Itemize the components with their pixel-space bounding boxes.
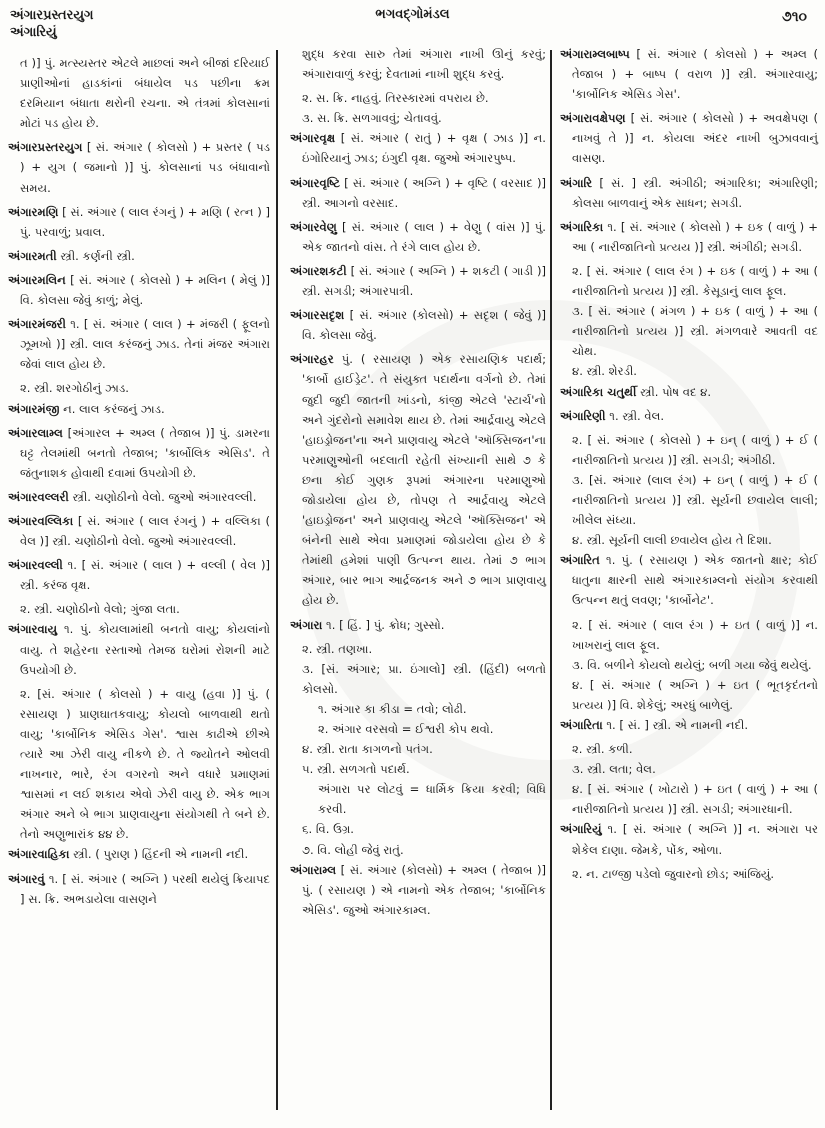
- dictionary-entry: [290, 860, 546, 920]
- sense: ૫. સ્ત્રી. સળગતો પદાર્થ.: [302, 762, 410, 777]
- sense: ૨. [ સં. અંગાર ( લાલ રંગ ) + ઇક ( વાળું ) + આ ( નારીજાતિનો પ્રત્યય )] સ્ત્રી. કેસૂડાનું લાલ ફૂલ.: [572, 263, 818, 299]
- dictionary-entry: [8, 399, 270, 419]
- dictionary-entry: [560, 44, 818, 104]
- headword: અંગારિત: [560, 553, 600, 568]
- sense: ૩. સ. ક્રિ. સળગાવવું; ચેતાવવું.: [302, 111, 442, 126]
- dictionary-entry: [8, 314, 270, 374]
- headword: અંગારમલિન: [8, 272, 66, 287]
- headword: અંગારામ્લ: [290, 862, 337, 877]
- definition: ૧. [ હિં. ] પું. ક્રોધ; ગુસ્સો.: [322, 617, 445, 632]
- headword: અંગારિયું: [560, 822, 602, 837]
- definition: સ્ત્રી. ( પુરાણ ) હિંદની એ નામની નદી.: [69, 847, 249, 862]
- definition: [ સં. અંગાર (કોલસો) + અમ્લ ( તેજાબ )] પું. ( રસાયણ ) એ નામનો એક તેજાબ; 'કાર્બોનિક એસિડ'. જુઓ અંગારકામ્લ.: [302, 862, 546, 917]
- headword: અંગારિકા ચતુર્થી: [560, 384, 637, 399]
- sense: ૨. સ્ત્રી. તણખા.: [302, 641, 373, 656]
- headword: અંગારમંજરી: [8, 317, 66, 332]
- headword: અંગારિણી: [560, 408, 606, 423]
- sense: ૨. અંગાર વરસવો = ઈશ્વરી કોપ થવો.: [318, 722, 494, 736]
- definition: [ સં. અંગાર ( લાલ રંગનું ) + મણિ ( રત્ન ) ] પું. પરવાળું; પ્રવાલ.: [20, 204, 270, 239]
- dictionary-entry: [8, 555, 270, 595]
- definition: ૧. [ સં. અંગાર ( લાલ ) + વલ્લી ( વેલ )] સ્ત્રી. કરંજ વૃક્ષ.: [20, 558, 270, 593]
- sense: ૬. વિ. ઉગ્ર.: [302, 822, 354, 837]
- dictionary-entry: [560, 406, 818, 426]
- book-title: ભગવદ્ગોમંડલ: [375, 7, 450, 22]
- headword: અંગારાવક્ષેપણ: [560, 111, 626, 126]
- column-2: [290, 44, 546, 1088]
- definition: ૧. પું. ( રસાયણ ) એક જાતનો ક્ષાર; કોઈ ધાતુના ક્ષારની સાથે અંગારકામ્લનો સંયોગ કરવાથી ઉત્પન્ન થતું લવણ; 'કાર્બોનેટ'.: [572, 553, 818, 608]
- definition: પું. ( રસાયણ ) એક રસાયણિક પદાર્થ; 'કાર્બો હાઈડ્રેટ'. તે સંયુક્ત પદાર્થના વર્ગનો છે. તેમાં જુદી જુદી જાતની ખાંડનો, કાંજી એટલે 'સ્ટાર્ચ'નો અને ગુંદરોનો સમાવેશ થાય છે. તેમાં આર્દ્રવાયુ એટલે 'હાઇડ્રોજન'ના અને પ્રાણવાયુ એટલે 'ઑક્સિજન'ના પરમાણુઓની બદલાતી રહેતી સંખ્યાની સાથે ૭ કે છના કોઈ ગુણક રૂપમાં અંગારના પરમાણુઓ જોડાયેલા હોય છે, તોપણ તે આર્દ્રવાયુ એટલે 'હાઇડ્રોજન' અને પ્રાણવાયુ એટલે 'ઑક્સિજન' એ બંનેની સાથે એવા પ્રમાણમાં જોડાયેલા હોય છે કે તેમાંથી હમેશાં પાણી ઉત્પન્ન થાય. તેમાં ૭ ભાગ અંગાર, બાર ભાગ આર્દ્રજનક અને ૭ ભાગ પ્રાણવાયુ હોય છે.: [302, 352, 546, 608]
- sense: ૪. [ સં. અંગાર ( અગ્નિ ) + ઇત ( ભૂતકૃદંતનો પ્રત્યય )] વિ. શેકેલું; અરધું બાળેલું.: [572, 677, 818, 712]
- definition: [ સં. ] સ્ત્રી. અંગીઠી; અંગારિકા; અંગારિણી; કોલસા બાળવાનું એક સાધન; સગડી.: [572, 175, 818, 210]
- headword: અંગારમંજી: [8, 401, 60, 416]
- sense: ૨. [સં. અંગાર ( કોલસો ) + વાયુ (હવા )] પું. ( રસાયણ ) પ્રાણઘાતકવાયુ; કોયલો બાળવાથી થતો વાયુ; 'કાર્બોનિક એસિડ ગેસ'. શ્વાસ કાઢીએ છીએ ત્યારે આ ઝેરી વાયુ નીકળે છે. તે જ્યોતને ઓલવી નાખનાર, ભારે, રંગ વગરનો અને વધારે પ્રમાણમાં શ્વાસમાં ન લઈ શકાય એવો ઝેરી વાયુ છે. એક ભાગ અંગાર અને બે ભાગ પ્રાણવાયુના સંયોગથી તે બને છે. તેનો અણુભારાંક ૪૪ છે.: [20, 686, 270, 842]
- dictionary-entry: [560, 108, 818, 168]
- definition: ૧. [ સં. ] સ્ત્રી. એ નામની નદી.: [602, 718, 749, 732]
- headword: અંગારશકટી: [290, 263, 347, 278]
- dictionary-entry: [290, 128, 546, 168]
- sense: ૪. સ્ત્રી. શેરડી.: [572, 364, 637, 379]
- definition: [ સં. અંગાર ( કોલસો ) + મલિન ( મેલું )] વિ. કોલસા જેવું કાળું; મેલું.: [20, 272, 270, 308]
- dictionary-entry: [560, 819, 818, 859]
- dictionary-entry: [8, 844, 270, 864]
- sense: ૩. વિ. બળીને કોયલો થયેલું; બળી ગયા જેવું થયેલું.: [572, 657, 812, 672]
- definition: ૧. [ સં. અંગાર ( અગ્નિ ) પરથી થયેલું ક્રિયાપદ ] સ. ક્રિ. અભડાયેલા વાસણને: [20, 871, 270, 906]
- definition: [ સં. અંગાર ( કોલસો ) + પ્રસ્તર ( પડ ) + યુગ ( જમાનો )] પું. કોલસાનાં પડ બંધાવાનો સમય.: [20, 140, 270, 195]
- sense: ૩. સ્ત્રી. લતા; વેલ.: [572, 762, 656, 777]
- sense: ૨. ન. ટાળ્જી પડેલો જુવારનો છોડ; આંજિયું.: [572, 866, 775, 881]
- headword: અંગારલામ્લ: [8, 425, 63, 440]
- definition: [ સં. અંગાર (કોલસો) + સદૃશ ( જેવું )] વિ. કોલસા જેવું.: [302, 308, 546, 343]
- dictionary-entry: [560, 550, 818, 610]
- sense: અંગારા પર લોટવું = ધાર્મિક ક્રિયા કરવી; વિધિ કરવી.: [318, 782, 546, 817]
- dictionary-entry: [290, 615, 546, 635]
- headword: અંગારિ: [560, 175, 593, 190]
- sense: ૩. [સં. અંગાર; પ્રા. ઇંગાલો] સ્ત્રી. (હિંદી) બળતો કોલસો.: [302, 661, 546, 696]
- definition: [ સં. અંગાર ( લાલ રંગનું ) + વલ્લિકા ( વેલ )] સ્ત્રી. ચણોઠીનો વેલો. જુઓ અંગારવલ્લી.: [20, 513, 270, 549]
- sense: ૪. સ્ત્રી. સૂર્યની લાલી છવાયેલ હોય તે દિશા.: [572, 533, 772, 548]
- dictionary-entry: [8, 619, 270, 679]
- headword: અંગારિકા: [560, 219, 604, 234]
- definition: ન. લાલ કરંજનું ઝાડ.: [59, 401, 165, 416]
- dictionary-entry: [8, 423, 270, 483]
- dictionary-entry: [8, 487, 270, 507]
- definition: ૧. [ સં. અંગાર ( લાલ ) + મંજરી ( ફૂલનો ઝૂમખો )] સ્ત્રી. લાલ કરંજનું ઝાડ. તેનાં મંજર અંગારા જેવાં લાલ હોય છે.: [20, 317, 270, 372]
- dictionary-columns: [0, 38, 825, 1128]
- dictionary-entry: [290, 217, 546, 257]
- dictionary-entry: [290, 173, 546, 213]
- headword: અંગારિતા: [560, 718, 603, 732]
- headword: અંગારવાહિકા: [8, 847, 70, 862]
- definition: [ સં. અંગાર ( કોલસો ) + અમ્લ ( તેજાબ ) + બાષ્પ ( વરાળ )] સ્ત્રી. અંગારવાયુ; 'કાર્બોનિક એસિડ ગેસ'.: [572, 47, 818, 102]
- sense: ૪. [ સં. અંગાર ( ખોટારો ) + ઇત ( વાળું ) + આ ( નારીજાતિનો પ્રત્યય )] સ્ત્રી. સગડી; અંગારધાની.: [572, 782, 818, 817]
- guide-word-first: અંગારપ્રસ્તરયુગ: [10, 8, 94, 23]
- guide-word-last: અંગારિયું: [10, 25, 57, 40]
- column-divider: [550, 50, 552, 1110]
- definition: [ સં. અંગાર ( અગ્નિ ) + શકટી ( ગાડી )] સ્ત્રી. સગડી; અંગારપાત્રી.: [302, 263, 546, 299]
- definition: ૧. [ સં. અંગાર ( અગ્નિ )] ન. અંગારા પર શેકેલ દાણા. જેમકે, પોંક, ઓળા.: [572, 822, 818, 857]
- sense: ૨. સ્ત્રી. કળી.: [572, 742, 633, 757]
- definition: [ સં. અંગાર ( લાલ ) + વેણુ ( વાંસ )] પું. એક જાતનો વાંસ. તે રંગે લાલ હોય છે.: [302, 219, 546, 254]
- headword: અંગારપ્રસ્તરયુગ: [8, 140, 83, 155]
- definition: સ્ત્રી. પોષ વદ ૪.: [636, 384, 712, 399]
- sense: ૨. સ્ત્રી. ચણોઠીનો વેલો; ગુંજા લતા.: [20, 602, 180, 617]
- headword: અંગારવેણુ: [290, 219, 337, 234]
- dictionary-entry: [560, 382, 818, 402]
- headword: અંગારવલ્લી: [8, 558, 63, 573]
- dictionary-entry: [8, 869, 270, 909]
- sense: ૭. વિ. લોહી જેવું રાતું.: [302, 842, 404, 857]
- headword: અંગારવૃષ્ટિ: [290, 175, 341, 190]
- headword: અંગારમણિ: [8, 204, 59, 219]
- headword: અંગારમતી: [8, 248, 57, 263]
- headword: અંગારવાયુ: [8, 622, 58, 637]
- sense: ૪. સ્ત્રી. રાતા કાગળનો પતંગ.: [302, 742, 433, 757]
- headword: અંગારવૃક્ષ: [290, 131, 336, 146]
- sense: ૩. [સં. અંગાર (લાલ રંગ) + ઇન્ ( વાળું ) + ઈ ( નારીજાતિનો પ્રત્યય )] સ્ત્રી. સૂર્યની છવાયેલ લાલી; ખીલેલ સંધ્યા.: [572, 472, 818, 528]
- headword: અંગારવું: [8, 871, 45, 886]
- definition: [ સં. અંગાર ( અગ્નિ ) + વૃષ્ટિ ( વરસાદ )] સ્ત્રી. આગનો વરસાદ.: [302, 175, 546, 210]
- definition: સ્ત્રી. ચણોઠીનો વેલો. જુઓ અંગારવલ્લી.: [68, 489, 257, 504]
- headword: અંગારામ્લબાષ્પ: [560, 47, 630, 61]
- column-1: [8, 53, 270, 1088]
- headword: અંગારહર: [290, 352, 334, 367]
- dictionary-entry: [8, 137, 270, 197]
- definition-continued: ત )] પું. મત્સ્યસ્તર એટલે માછલાં અને બીજાં દરિયાઈ પ્રાણીઓનાં હાડકાંનાં બંધાયેલ પડ પછીના ક્રમ દરમિયાન બંધાતા થરોની રચના. એ તંત્રમાં કોલસાનાં મોટાં પડ હોય છે.: [20, 56, 270, 131]
- definition: સ્ત્રી. કર્ણની સ્ત્રી.: [56, 248, 135, 263]
- definition: ૧. [ સં. અંગાર ( કોલસો ) + ઇક ( વાળું ) + આ ( નારીજાતિનો પ્રત્યય )] સ્ત્રી. અંગીઠી; સગડી.: [572, 219, 818, 254]
- dictionary-entry: [560, 173, 818, 213]
- dictionary-entry: [560, 217, 818, 257]
- page-number: ૭૧૦: [781, 9, 807, 25]
- definition: ૧. પું. કોયલામાંથી બનતો વાયુ; કોયલાંનો વાયુ. તે શહેરના રસ્તાઓ તેમજ ઘરોમાં રોશની માટે ઉપયોગી છે.: [20, 622, 270, 677]
- dictionary-entry: [290, 349, 546, 610]
- definition: ૧. સ્ત્રી. વેલ.: [605, 408, 665, 423]
- dictionary-entry: [8, 270, 270, 310]
- headword: અંગારા: [290, 617, 323, 632]
- definition-continued: શુદ્ધ કરવા સારુ તેમાં અંગારા નાખી ઊનું કરવું; અંગારાવાળું કરવું; દેવતામાં નાખી શુદ્ધ કરવું.: [302, 47, 546, 82]
- sense: ૨. સ્ત્રી. શરગોઠીનું ઝાડ.: [20, 381, 129, 396]
- dictionary-entry: [560, 715, 818, 735]
- definition: [ સં. અંગાર ( કોલસો ) + અવક્ષેપણ ( નાખવું તે )] ન. કોયલા અંદર નાખી બુઝાવવાનું વાસણ.: [572, 111, 818, 166]
- definition: [ સં. અંગાર ( રાતું ) + વૃક્ષ ( ઝાડ )] ન. ઇંગોરિયાનું ઝાડ; ઇંગુદી વૃક્ષ. જુઓ અંગારપુષ્પ.: [302, 131, 546, 166]
- sense: ૨. [ સં. અંગાર ( લાલ રંગ ) + ઇત ( વાળું )] ન. ખાખરાનું લાલ ફૂલ.: [572, 617, 818, 652]
- headword: અંગારસદૃશ: [290, 308, 345, 323]
- definition: [અંગારલ + અમ્લ ( તેજાબ )] પું. ડામરના ઘટ્ટ તેલમાંથી બનતો તેજાબ; 'કાર્બોલિક એસિડ'. તે જંતુનાશક હોવાથી દવામાં ઉપયોગી છે.: [20, 425, 270, 480]
- sense: ૩. [ સં. અંગાર ( મંગળ ) + ઇક ( વાળું ) + આ ( નારીજાતિનો પ્રત્યય )] સ્ત્રી. મંગળવારે આવતી વદ ચોથ.: [572, 304, 818, 359]
- dictionary-entry: [8, 246, 270, 266]
- column-divider: [276, 50, 278, 1110]
- sense: ૧. અંગાર કા કીડા = તવો; લોઢી.: [318, 701, 467, 716]
- dictionary-entry: [8, 511, 270, 551]
- headword: અંગારવલ્લિકા: [8, 513, 74, 528]
- dictionary-entry: [290, 305, 546, 345]
- dictionary-entry: [290, 261, 546, 301]
- sense: ૨. [ સં. અંગાર ( કોલસો ) + ઇન્ ( વાળું ) + ઈ ( નારીજાતિનો પ્રત્યય )] સ્ત્રી. સગડી; અંગીઠી.: [572, 432, 818, 467]
- sense: ૨. સ. ક્રિ. નાહવું. તિરસ્કારમાં વપરાય છે.: [302, 91, 489, 106]
- column-3: [560, 44, 818, 1088]
- headword: અંગારવલ્લરી: [8, 489, 69, 504]
- dictionary-entry: [8, 202, 270, 242]
